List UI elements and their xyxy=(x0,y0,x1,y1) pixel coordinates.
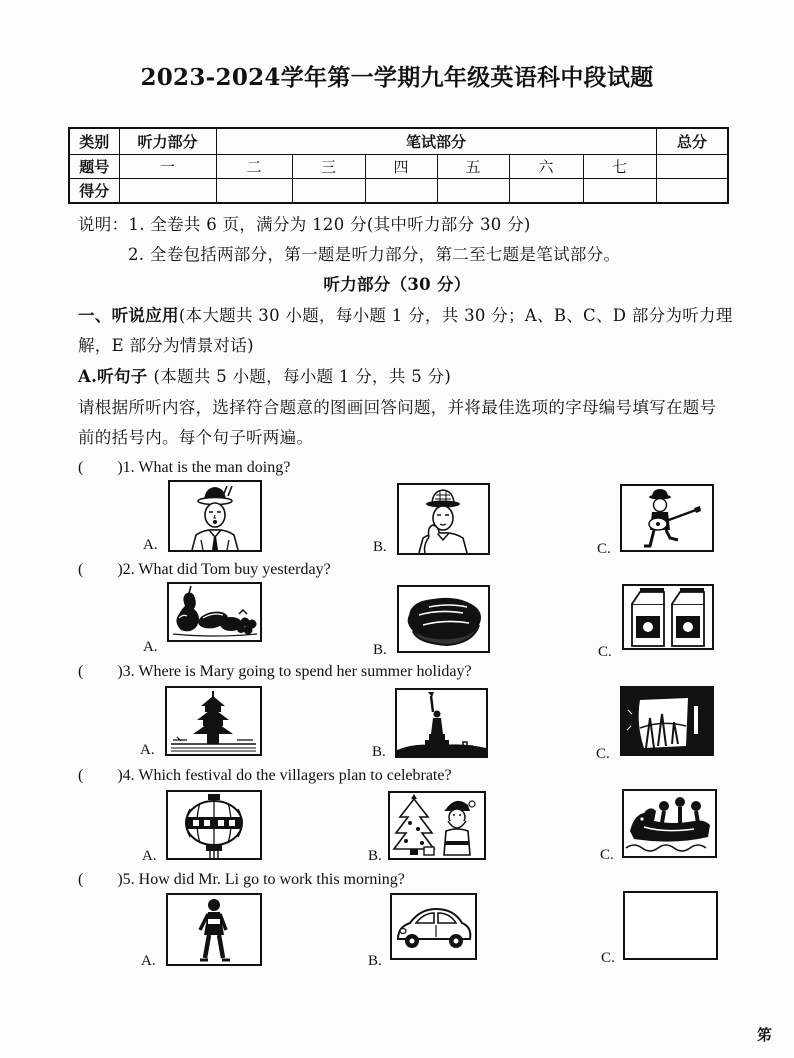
answer-bracket-close: ) xyxy=(117,767,123,784)
question-stem: 3. Where is Mary going to spend her summer holiday? xyxy=(122,663,472,680)
man-singing-picture xyxy=(168,480,262,552)
category-header-cell: 类别 xyxy=(69,128,119,154)
dragon-boat-picture xyxy=(622,789,717,858)
instruction-label: 说明： xyxy=(78,215,129,234)
option-label-a: A. xyxy=(143,537,158,553)
christmas-tree-and-santa-picture xyxy=(388,791,486,860)
question-stem: 5. How did Mr. Li go to work this morning? xyxy=(122,871,405,888)
question-stem: 2. What did Tom buy yesterday? xyxy=(122,561,331,578)
answer-bracket-open: ( xyxy=(78,663,84,680)
man-playing-guitar-picture xyxy=(620,484,714,552)
section-a-directions-line-1: 请根据所听内容，选择符合题意的图画回答问题，并将最佳选项的字母编号填写在题号 xyxy=(78,398,717,417)
option-label-a: A. xyxy=(141,953,156,969)
option-label-a: A. xyxy=(142,848,157,864)
section-number-cell: 五 xyxy=(437,154,509,178)
instruction-line-2: 2. 全卷包括两部分，第一题是听力部分，第二至七题是笔试部分。 xyxy=(128,245,621,264)
man-thinking-picture xyxy=(397,483,490,555)
lantern-picture xyxy=(166,790,262,860)
option-label-a: A. xyxy=(143,639,158,655)
temple-of-heaven-picture xyxy=(165,686,262,756)
man-walking-picture xyxy=(166,893,262,966)
option-label-b: B. xyxy=(372,744,386,760)
question-stem: 1. What is the man doing? xyxy=(122,459,291,476)
score-blank-cell xyxy=(292,178,365,203)
instruction-text: 1. 全卷共 6 页，满分为 120 分(其中听力部分 30 分) xyxy=(128,215,531,234)
score-blank-cell xyxy=(583,178,656,203)
question-4 xyxy=(78,765,452,787)
listening-part-header-cell: 听力部分 xyxy=(119,128,216,154)
option-label-a: A. xyxy=(140,742,155,758)
section-number-cell: 一 xyxy=(119,154,216,178)
great-wall-picture xyxy=(620,686,714,756)
total-score-blank-cell xyxy=(656,154,728,178)
question-1 xyxy=(78,457,290,479)
option-label-c: C. xyxy=(596,746,610,762)
section-number-cell: 六 xyxy=(509,154,583,178)
section-a-heading: A.听句子 xyxy=(78,367,148,386)
exam-title: 2023-2024学年第一学期九年级英语科中段试题 xyxy=(140,64,654,91)
steak-picture xyxy=(397,585,490,653)
option-label-b: B. xyxy=(368,953,382,969)
score-blank-cell xyxy=(216,178,292,203)
part-one-heading-line xyxy=(78,305,733,327)
option-label-b: B. xyxy=(373,539,387,555)
score-blank-cell xyxy=(656,178,728,203)
part-one-description-continued: 解，E 部分为情景对话) xyxy=(78,336,254,355)
section-a-directions-line-2: 前的括号内。每个句子听两遍。 xyxy=(78,428,314,447)
question-stem: 4. Which festival do the villagers plan to celebrate? xyxy=(122,767,452,784)
option-label-b: B. xyxy=(373,642,387,658)
section-number-cell: 七 xyxy=(583,154,656,178)
answer-bracket-open: ( xyxy=(78,561,84,578)
option-label-c: C. xyxy=(600,847,614,863)
score-blank-cell xyxy=(509,178,583,203)
answer-bracket-open: ( xyxy=(78,767,84,784)
question-3 xyxy=(78,661,472,683)
car-picture xyxy=(390,893,477,960)
answer-bracket-close: ) xyxy=(117,561,123,578)
option-label-b: B. xyxy=(368,848,382,864)
question-5 xyxy=(78,869,405,891)
section-a-description: (本题共 5 小题，每小题 1 分，共 5 分) xyxy=(153,367,452,386)
part-one-description: (本大题共 30 小题，每小题 1 分，共 30 分；A、B、C、D 部分为听力理 xyxy=(178,306,733,325)
answer-bracket-open: ( xyxy=(78,871,84,888)
written-part-header-cell: 笔试部分 xyxy=(216,128,656,154)
option-label-c: C. xyxy=(598,644,612,660)
option-label-c: C. xyxy=(601,950,615,966)
option-label-c: C. xyxy=(597,541,611,557)
statue-of-liberty-picture xyxy=(395,688,488,758)
question-number-header-cell: 题号 xyxy=(69,154,119,178)
page-footer-mark: 笫 xyxy=(757,1026,773,1044)
section-number-cell: 三 xyxy=(292,154,365,178)
answer-bracket-close: ) xyxy=(117,459,123,476)
total-score-header-cell: 总分 xyxy=(656,128,728,154)
score-table xyxy=(68,127,729,204)
answer-bracket-close: ) xyxy=(117,663,123,680)
answer-bracket-close: ) xyxy=(117,871,123,888)
score-blank-cell xyxy=(365,178,437,203)
section-number-cell: 二 xyxy=(216,154,292,178)
empty-picture-box xyxy=(623,891,718,960)
milk-cartons-picture xyxy=(622,584,714,650)
part-one-heading: 一、听说应用 xyxy=(78,306,179,325)
section-a-heading-line xyxy=(78,366,451,388)
instruction-line-1 xyxy=(78,214,531,236)
listening-section-title: 听力部分（30 分） xyxy=(323,275,471,294)
fruit-and-vegetables-picture xyxy=(167,582,262,642)
score-blank-cell xyxy=(437,178,509,203)
score-header-cell: 得分 xyxy=(69,178,119,203)
score-blank-cell xyxy=(119,178,216,203)
question-2 xyxy=(78,559,331,581)
section-number-cell: 四 xyxy=(365,154,437,178)
answer-bracket-open: ( xyxy=(78,459,84,476)
